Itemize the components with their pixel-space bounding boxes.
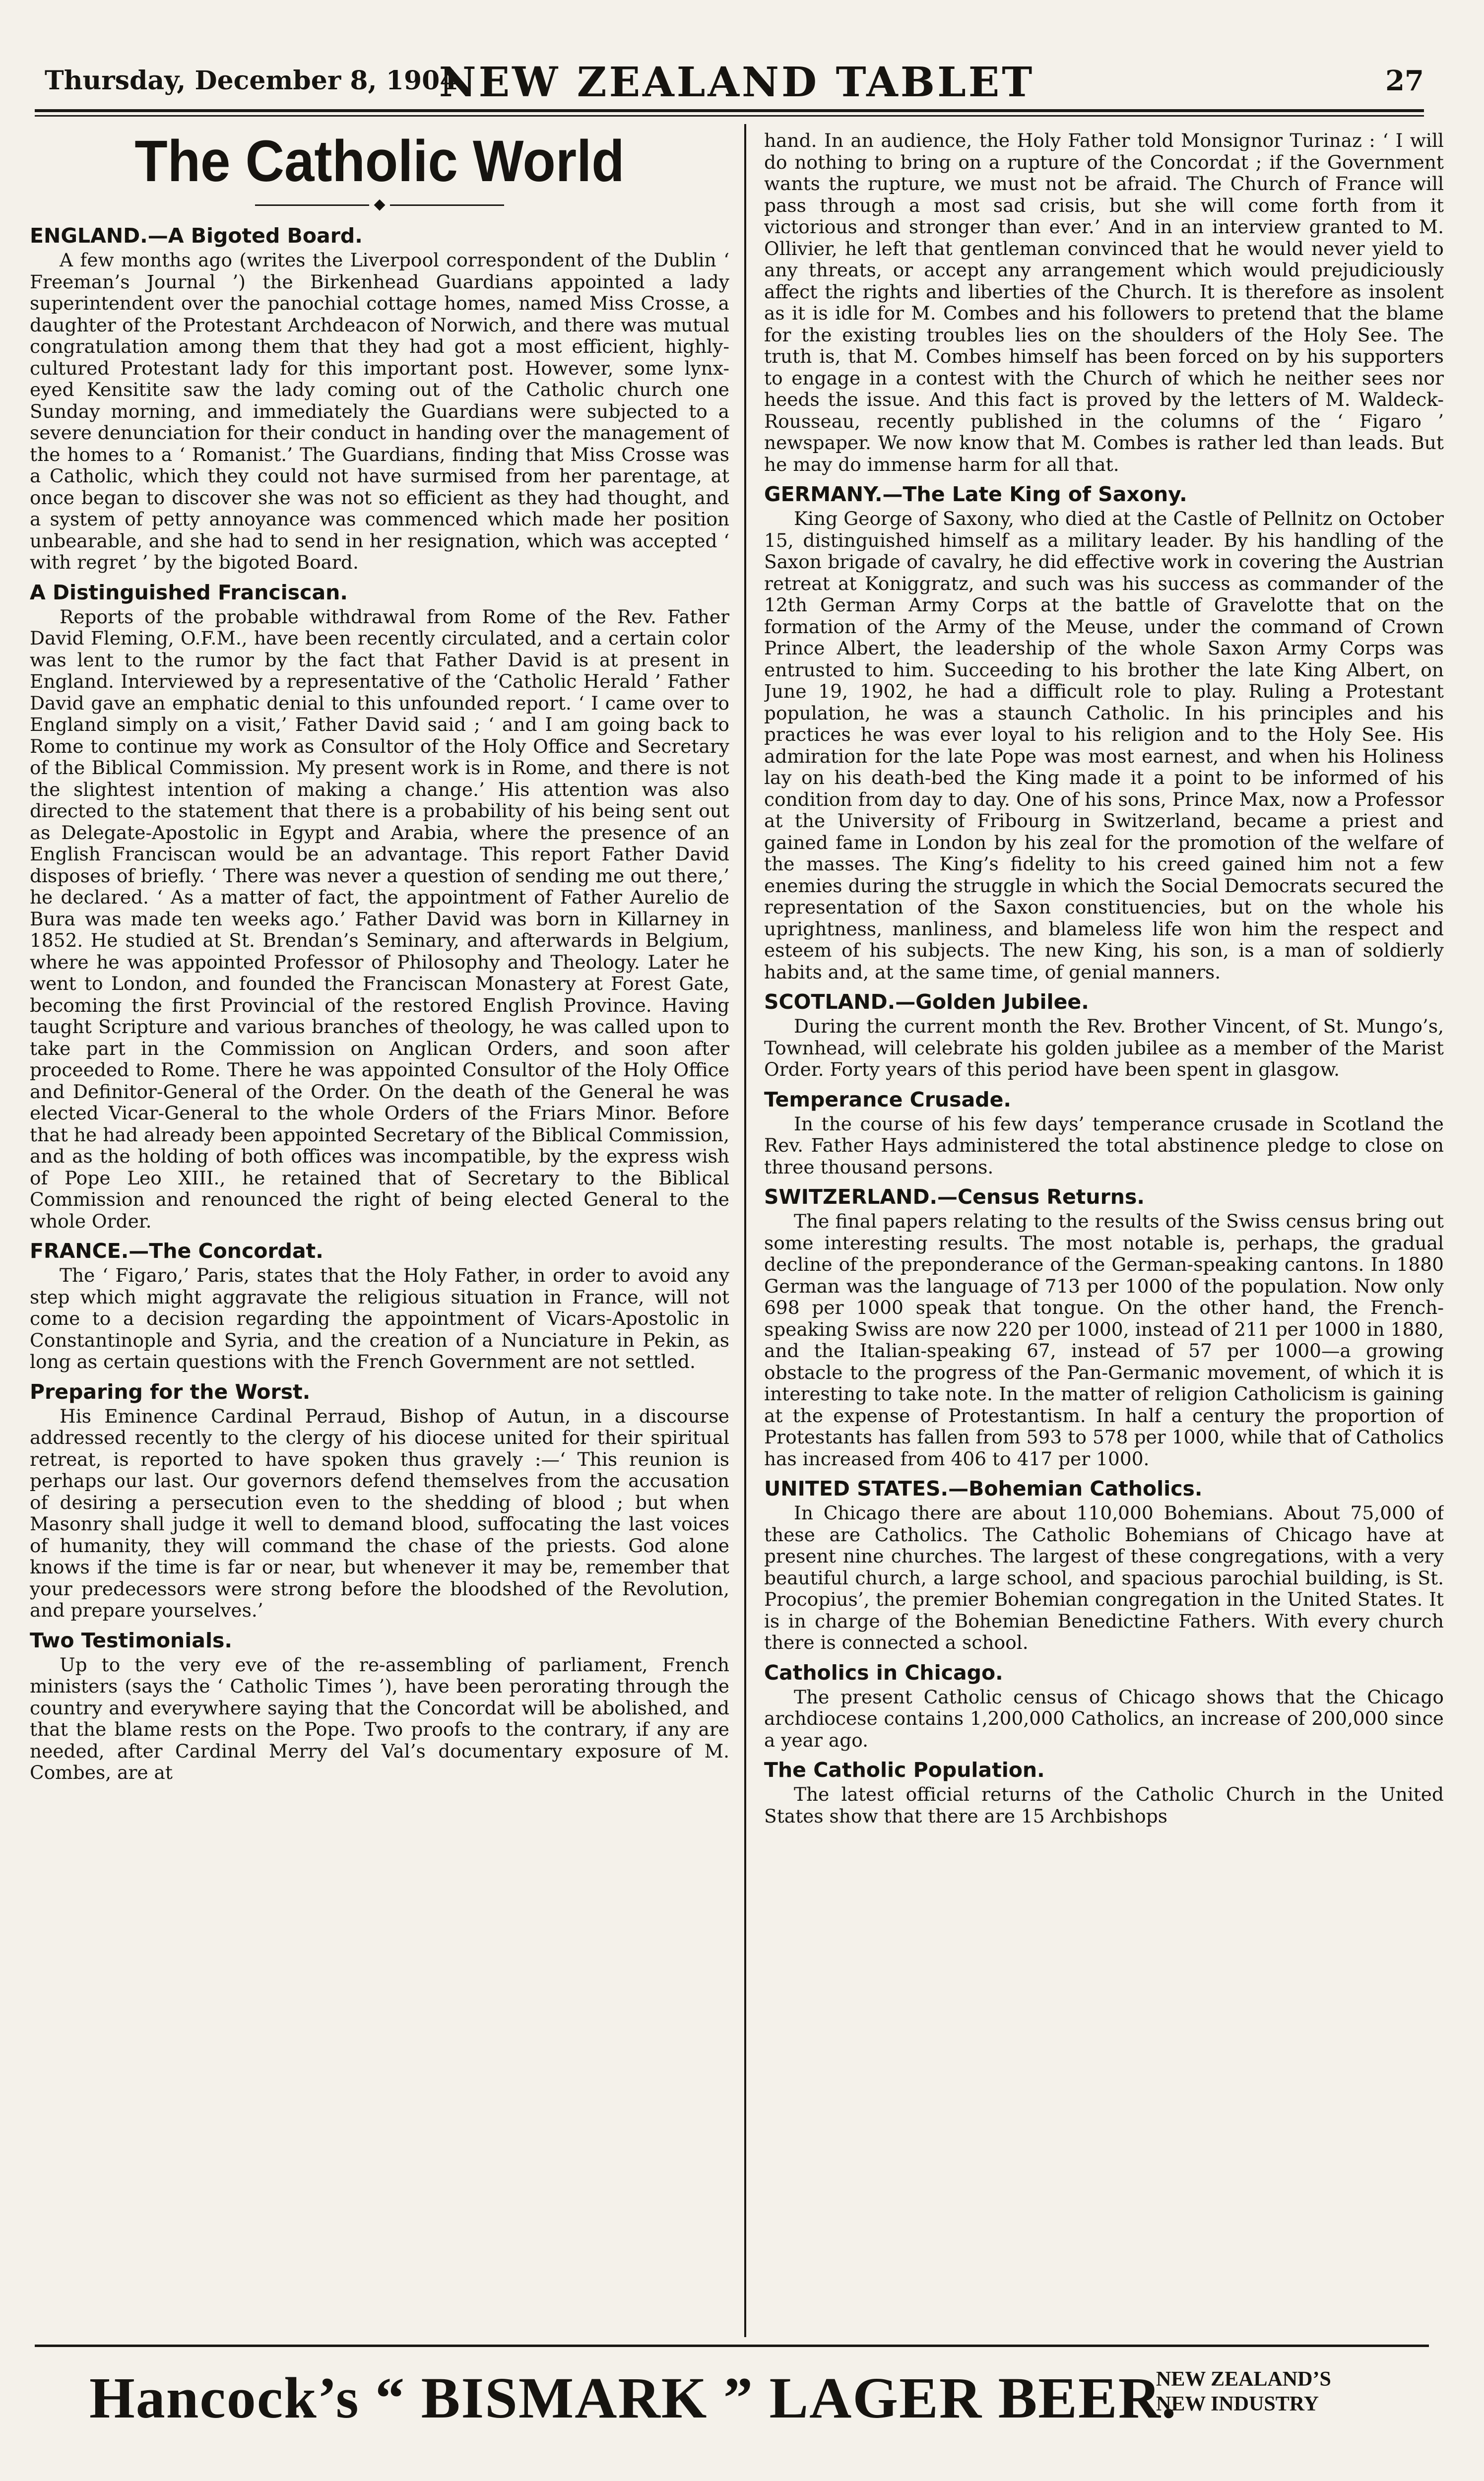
publication-title: NEW ZEALAND TABLET — [439, 59, 1035, 106]
page-number: 27 — [1385, 65, 1424, 97]
article-heading-franciscan: A Distinguished Franciscan. — [30, 580, 348, 604]
article-heading-chicago: Catholics in Chicago. — [764, 1660, 1003, 1685]
article-body-chicago: The present Catholic census of Chicago shows that the Chicago archdiocese contains 1,200,000 Catholics, an increase of 200,000 since a year ago. — [764, 1686, 1444, 1751]
issue-date: Thursday, December 8, 1904 — [45, 65, 458, 96]
article-heading-england: ENGLAND.—A Bigoted Board. — [30, 224, 363, 248]
title-ornament — [30, 196, 729, 213]
footer-tagline-line1: NEW ZEALAND’S — [1156, 2368, 1331, 2391]
article-body-testimonials: Up to the very eve of the re-assembling of parliament, French ministers (says the ‘ Catholic Times ’), have been perorating through the country and everywhere saying that the Concordat will be abolished, and that the blame rests on the Pope. Two proofs to the contrary, if any are needed, after Cardinal Merry del Val’s documentary exposure of M. Combes, are at — [30, 1653, 729, 1783]
article-body-scotland: During the current month the Rev. Brother Vincent, of St. Mungo’s, Townhead, will celebrate his golden jubilee as a member of the Marist Order. Forty years of this period have been spent in glasgow. — [764, 1015, 1444, 1080]
article-body-continued: hand. In an audience, the Holy Father told Monsignor Turinaz : ‘ I will do nothing to bring on a rupture of the Concordat ; if the Government wants the rupture, we must not be afraid. The Church of France will pass through a most sad crisis, but she will come forth from it victorious and stronger than ever.’ And in an interview granted to M. Ollivier, he left that gentleman convinced that he would never yield to any threats, or accept any arrangement which would prejudiciously affect the rights and liberties of the Church. It is therefore as insolent as it is idle for M. Combes and his followers to pretend that the blame for the existing troubles lies on the shoulders of the Holy See. The truth is, that M. Combes himself has been forced on by his supporters to engage in a contest with the Church of which he neither sees nor heeds the issue. And this fact is proved by the letters of M. Waldeck-Rousseau, recently published in the columns of the ‘ Figaro ’ newspaper. We now know that M. Combes is rather led than leads. But he may do immense harm for all that. — [764, 130, 1444, 475]
article-body-preparing: His Eminence Cardinal Perraud, Bishop of Autun, in a discourse addressed recently to the clergy of his diocese united for their spiritual retreat, is reported to have spoken thus gravely :—‘ This reunion is perhaps our last. Our governors defend themselves from the accusation of desiring a persecution even to the shedding of blood ; but when Masonry shall judge it well to demand blood, suffocating the last voices of humanity, they will command the chase of the priests. God alone knows if the time is far or near, but whenever it may be, remember that your predecessors were strong before the bloodshed of the Revolution, and prepare yourselves.’ — [30, 1405, 729, 1621]
footer-tagline-line2: NEW INDUSTRY — [1156, 2393, 1319, 2416]
beer-advertisement: Hancock’s “ BISMARK ” LAGER BEER. — [89, 2365, 1177, 2430]
article-heading-france: FRANCE.—The Concordat. — [30, 1239, 323, 1263]
header-rule-thick — [35, 109, 1424, 112]
article-body-united-states: In Chicago there are about 110,000 Bohemians. About 75,000 of these are Catholics. The Catholic Bohemians of Chicago have at present nine churches. The largest of these congregations, with a very beautiful church, a large school, and spacious parochial building, is St. Procopius’, the premier Bohemian congregation in the United States. It is in charge of the Bohemian Benedictine Fathers. With every church there is connected a school. — [764, 1502, 1444, 1653]
article-heading-germany: GERMANY.—The Late King of Saxony. — [764, 482, 1187, 506]
section-title: The Catholic World — [134, 129, 625, 194]
footer-rule — [35, 2345, 1429, 2347]
column-divider — [744, 124, 746, 2337]
article-body-switzerland: The final papers relating to the results of the Swiss census bring out some interesting results. The most notable is, perhaps, the gradual decline of the preponderance of the German-speaking cantons. In 1880 German was the language of 713 per 1000 of the population. Now only 698 per 1000 speak that tongue. On the other hand, the French-speaking Swiss are now 220 per 1000, instead of 211 per 1000 in 1880, and the Italian-speaking 67, instead of 57 per 1000—a growing obstacle to the progress of the Pan-Germanic movement, of which it is interesting to take note. In the matter of religion Catholicism is gaining at the expense of Protestantism. In half a century the proportion of Protestants has fallen from 593 to 578 per 1000, while that of Catholics has increased from 406 to 417 per 1000. — [764, 1210, 1444, 1470]
article-body-franciscan: Reports of the probable withdrawal from Rome of the Rev. Father David Fleming, O.F.M., have been recently circulated, and a certain color was lent to the rumor by the fact that Father David is at present in England. Interviewed by a representative of the ‘Catholic Herald ’ Father David gave an emphatic denial to this unfounded report. ‘ I came over to England simply on a visit,’ Father David said ; ‘ and I am going back to Rome to continue my work as Consultor of the Holy Office and Secretary of the Biblical Commission. My present work is in Rome, and there is not the slightest intention of making a change.’ His attention was also directed to the statement that there is a probability of his being sent out as Delegate-Apostolic in Egypt and Arabia, where the presence of an English Franciscan would be an advantage. This report Father David disposes of briefly. ‘ There was never a question of sending me out there,’ he declared. ‘ As a matter of fact, the appointment of Father Aurelio de Bura was made ten weeks ago.’ Father David was born in Killarney in 1852. He studied at St. Brendan’s Seminary, and afterwards in Belgium, where he was appointed Professor of Philosophy and Theology. Later he went to London, and founded the Franciscan Monastery at Forest Gate, becoming the first Provincial of the restored English Province. Having taught Scripture and various branches of theology, he was called upon to take part in the Commission on Anglican Orders, and soon after proceeded to Rome. There he was appointed Consultor of the Holy Office and Definitor-General of the Order. On the death of the General he was elected Vicar-General to the whole Orders of the Friars Minor. Before that he had already been appointed Secretary of the Biblical Commission, and as the holding of both offices was incompatible, by the express wish of Pope Leo XIII., he retained that of Secretary to the Biblical Commission and renounced the right of being elected General to the whole Order. — [30, 605, 729, 1232]
right-column — [764, 130, 1444, 2343]
diamond-ornament-icon: ◆ — [374, 196, 386, 213]
footer-tagline — [1156, 2367, 1331, 2416]
header-rule-thin — [35, 115, 1424, 117]
article-heading-switzerland: SWITZERLAND.—Census Returns. — [764, 1185, 1145, 1209]
article-body-population: The latest official returns of the Catholic Church in the United States show that there are 15 Archbishops — [764, 1783, 1444, 1827]
article-body-france: The ‘ Figaro,’ Paris, states that the Holy Father, in order to avoid any step which might aggravate the religious situation in France, will not come to a decision regarding the appointment of Vicars-Apostolic in Constantinople and Syria, and the creation of a Nunciature in Pekin, as long as certain questions with the French Government are not settled. — [30, 1264, 729, 1372]
article-heading-population: The Catholic Population. — [764, 1758, 1045, 1782]
article-heading-temperance: Temperance Crusade. — [764, 1087, 1011, 1111]
article-body-temperance: In the course of his few days’ temperance crusade in Scotland the Rev. Father Hays administered the total abstinence pledge to close on three thousand persons. — [764, 1112, 1444, 1178]
page-header — [45, 50, 1429, 109]
left-column — [30, 127, 729, 2340]
article-body-england: A few months ago (writes the Liverpool correspondent of the Dublin ‘ Freeman’s Journal ’) the Birkenhead Guardians appointed a lady superintendent over the panochial cottage homes, named Miss Crosse, a daughter of the Protestant Archdeacon of Norwich, and there was mutual congratulation among them that they had got a most efficient, highly-cultured Protestant lady for this important post. However, some lynx-eyed Kensitite saw the lady coming out of the Catholic church one Sunday morning, and immediately the Guardians were subjected to a severe denunciation for their conduct in handing over the management of the homes to a ‘ Romanist.’ The Guardians, finding that Miss Crosse was a Catholic, which they could not have surmised from her parentage, at once began to discover she was not so efficient as they had thought, and a system of petty annoyance was commenced which made her position unbearable, and she had to send in her resignation, which was accepted ‘ with regret ’ by the bigoted Board. — [30, 249, 729, 573]
article-heading-testimonials: Two Testimonials. — [30, 1628, 232, 1652]
footer-advertisement — [35, 2345, 1429, 2481]
article-heading-united-states: UNITED STATES.—Bohemian Catholics. — [764, 1477, 1203, 1501]
article-heading-scotland: SCOTLAND.—Golden Jubilee. — [764, 990, 1089, 1014]
article-heading-preparing: Preparing for the Worst. — [30, 1379, 311, 1404]
article-body-germany: King George of Saxony, who died at the Castle of Pellnitz on October 15, distinguished himself as a military leader. By his handling of the Saxon brigade of cavalry, he did effective work in covering the Austrian retreat at Koniggratz, and such was his success as commander of the 12th German Army Corps at the battle of Gravelotte that on the formation of the Army of the Meuse, under the command of Crown Prince Albert, the leadership of the whole Saxon Army Corps was entrusted to him. Succeeding to his brother the late King Albert, on June 19, 1902, he had a difficult role to play. Ruling a Protestant population, he was a staunch Catholic. In his principles and his practices he was ever loyal to his religion and to the Holy See. His admiration for the late Pope was most earnest, and when his Holiness lay on his death-bed the King made it a point to be informed of his condition from day to day. One of his sons, Prince Max, now a Professor at the University of Fribourg in Switzerland, became a priest and gained fame in London by his zeal for the promotion of the welfare of the masses. The King’s fidelity to his creed gained him not a few enemies during the struggle in which the Social Democrats secured the representation of the Saxon constituencies, but on the whole his uprightness, manliness, and blameless life won him the respect and esteem of his subjects. The new King, his son, is a man of soldierly habits and, at the same time, of genial manners. — [764, 508, 1444, 983]
